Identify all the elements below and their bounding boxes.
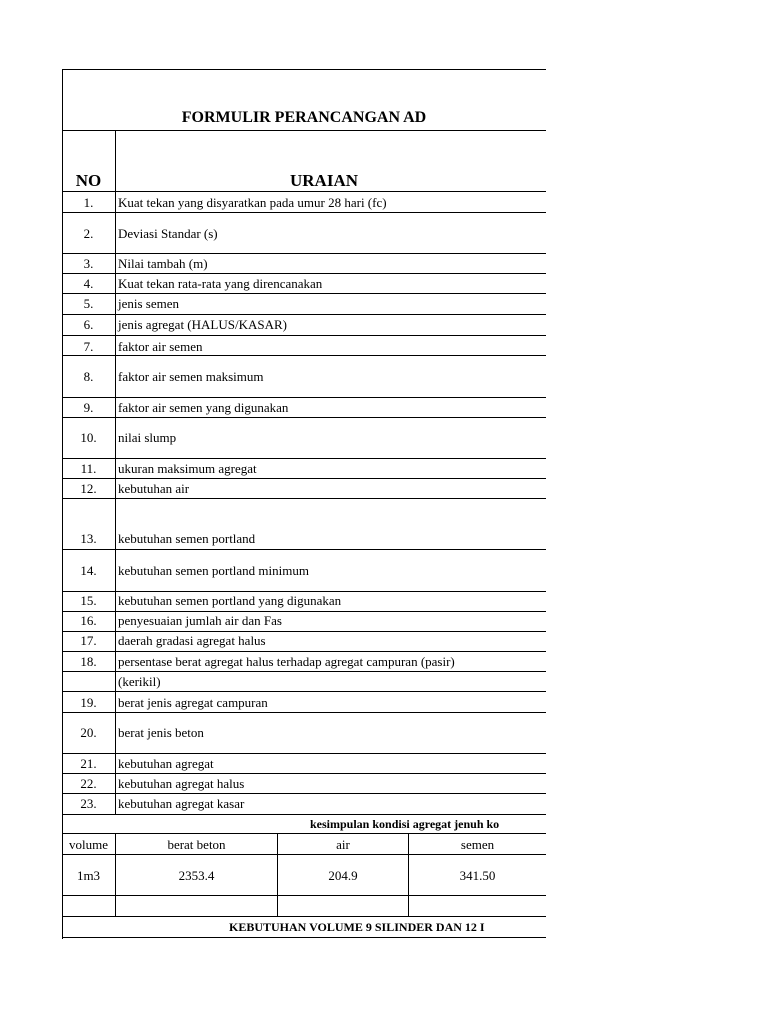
summary-title: kesimpulan kondisi agregat jenuh ko	[310, 817, 500, 831]
row-text: Kuat tekan rata-rata yang direncanakan	[118, 276, 323, 291]
form-title: FORMULIR PERANCANGAN AD	[181, 109, 427, 126]
row-no: 17.	[80, 633, 97, 648]
summary-divider	[62, 833, 546, 834]
summary-header-berat-beton: berat beton	[167, 837, 226, 852]
summary-header-volume: volume	[69, 837, 108, 852]
row-text: kebutuhan agregat kasar	[118, 796, 245, 811]
row-no: 14.	[80, 563, 97, 578]
border-bottom	[62, 937, 546, 938]
summary-value-air: 204.9	[328, 868, 358, 883]
row-no: 13.	[80, 531, 97, 546]
header-uraian: URAIAN	[290, 171, 358, 190]
row-text: kebutuhan agregat halus	[118, 776, 245, 791]
header-divider	[62, 191, 546, 192]
row-text: kebutuhan agregat	[118, 756, 214, 771]
row-text: ukuran maksimum agregat	[118, 461, 257, 476]
row-no: 6.	[83, 317, 94, 332]
row-text: Kuat tekan yang disyaratkan pada umur 28 hari (fc)	[118, 195, 387, 210]
border-top	[62, 69, 546, 70]
summary-value-berat-beton: 2353.4	[178, 868, 215, 883]
row-no: 4.	[83, 276, 94, 291]
row-no: 1.	[83, 195, 94, 210]
row-no: 7.	[83, 339, 94, 354]
summary-header-semen: semen	[460, 837, 495, 852]
summary-value-volume: 1m3	[76, 868, 101, 883]
row-text: (kerikil)	[118, 674, 161, 689]
row-text: kebutuhan air	[118, 481, 190, 496]
row-text: faktor air semen yang digunakan	[118, 400, 289, 415]
header-no: NO	[75, 171, 102, 190]
row-text: kebutuhan semen portland minimum	[118, 563, 309, 578]
row-no: 5.	[83, 296, 94, 311]
row-text: kebutuhan semen portland	[118, 531, 256, 546]
row-no: 18.	[80, 654, 97, 669]
row-text: daerah gradasi agregat halus	[118, 633, 266, 648]
row-no: 23.	[80, 796, 97, 811]
row-no: 19.	[80, 695, 97, 710]
row-no: 2.	[83, 226, 94, 241]
row-text: persentase berat agregat halus terhadap agregat campuran (pasir)	[118, 654, 455, 669]
row-text: Deviasi Standar (s)	[118, 226, 218, 241]
row-text: Nilai tambah (m)	[118, 256, 208, 271]
summary-header-air: air	[336, 837, 350, 852]
row-text: jenis semen	[118, 296, 180, 311]
row-no: 9.	[83, 400, 94, 415]
row-no: 16.	[80, 613, 97, 628]
footer-title: KEBUTUHAN VOLUME 9 SILINDER DAN 12 I	[229, 920, 485, 934]
row-text: kebutuhan semen portland yang digunakan	[118, 593, 342, 608]
row-text: berat jenis beton	[118, 725, 204, 740]
row-no: 11.	[80, 461, 97, 476]
row-no: 10.	[80, 430, 97, 445]
row-no: 12.	[80, 481, 97, 496]
row-text: faktor air semen	[118, 339, 203, 354]
title-divider	[62, 130, 546, 131]
row-text: jenis agregat (HALUS/KASAR)	[118, 317, 287, 332]
row-no: 22.	[80, 776, 97, 791]
row-no: 21.	[80, 756, 97, 771]
summary-value-semen: 341.50	[459, 868, 496, 883]
row-no: 15.	[80, 593, 97, 608]
row-text: penyesuaian jumlah air dan Fas	[118, 613, 282, 628]
row-no: 20.	[80, 725, 97, 740]
row-no: 8.	[83, 369, 94, 384]
row-text: nilai slump	[118, 430, 177, 445]
row-text: berat jenis agregat campuran	[118, 695, 268, 710]
row-no: 3.	[83, 256, 94, 271]
concrete-mix-design-form	[62, 69, 546, 939]
row-text: faktor air semen maksimum	[118, 369, 264, 384]
